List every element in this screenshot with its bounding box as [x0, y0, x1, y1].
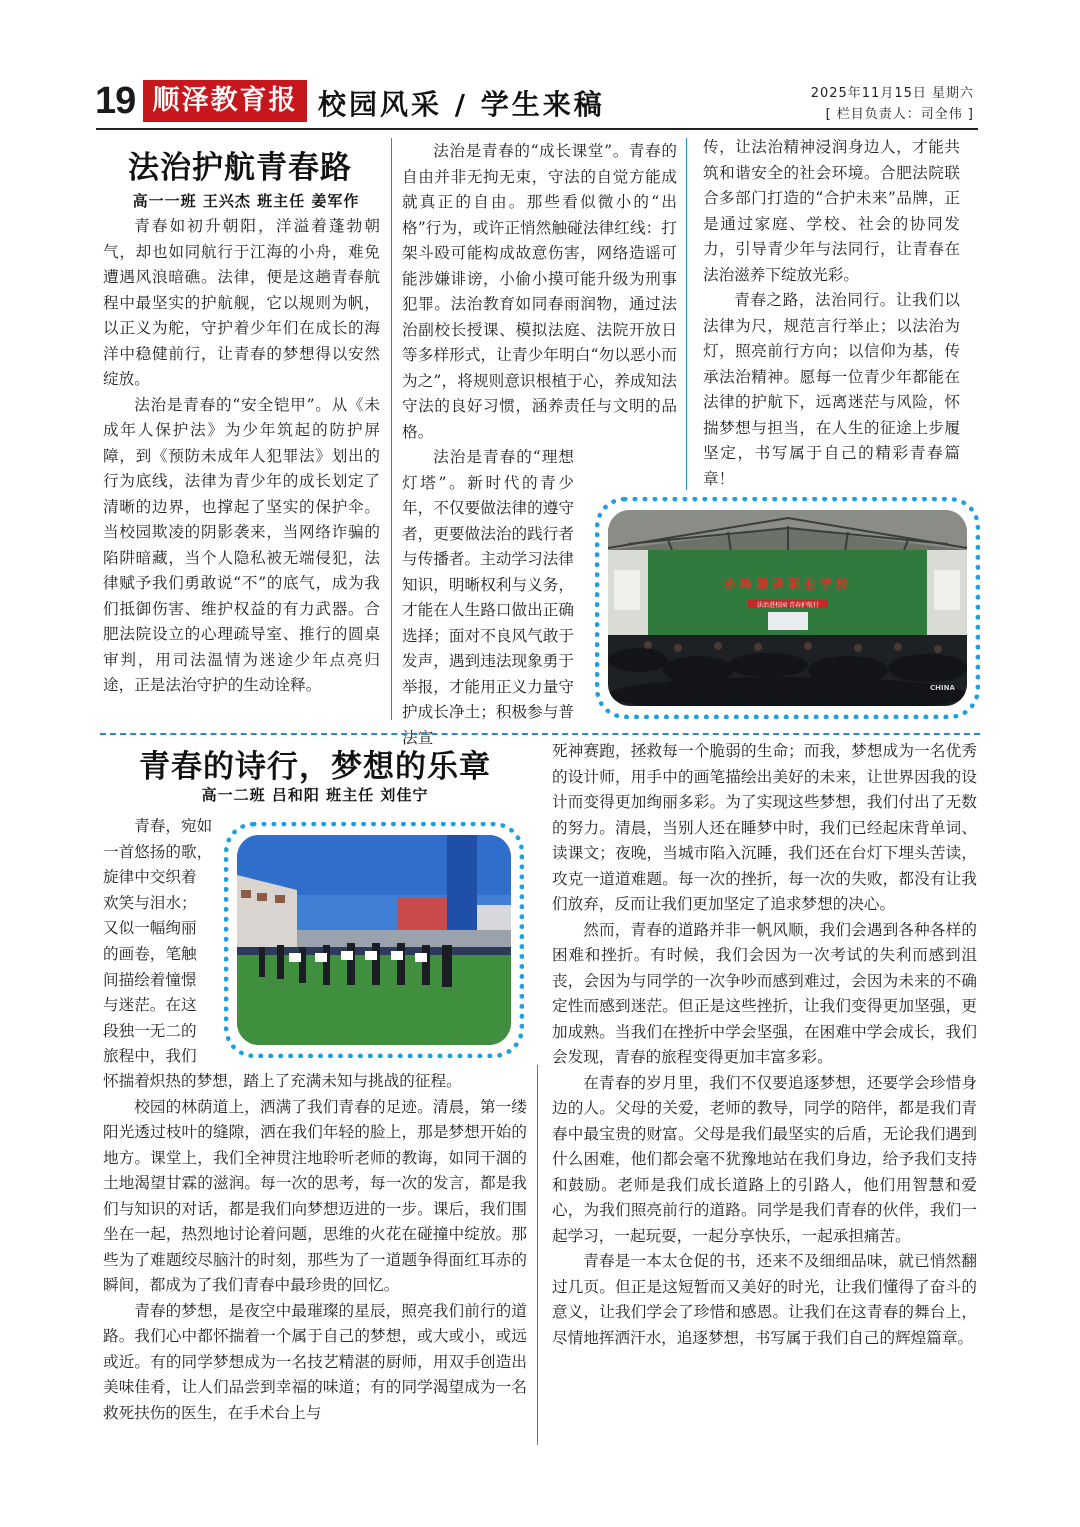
- paragraph: 法治是青春的“理想灯塔”。新时代的青少年，不仅要做法律的遵守者，更要做法治的践行者与传播者。主动学习法律知识，明晰权利与义务，才能在人生路口做出正确选择；面对不良风气敢于发声，遇到违法现象勇于举报，才能用正义力量守护成长净土；积极参与普法宣: [402, 448, 574, 747]
- text-line: 与迷茫。在这: [103, 996, 197, 1015]
- paragraph: 青春如初升朝阳，洋溢着蓬勃朝气，却也如同航行于江海的小舟，难免遭遇风浪暗礁。法律，便是这趟青春航程中最坚实的护航舰，它以规则为帆，以正义为舵，守护着少年们在成长的海洋中稳健前行，让青春的梦想得以安然绽放。: [103, 217, 380, 388]
- column-divider: [391, 138, 392, 720]
- text-line: 段独一无二的: [103, 1021, 197, 1040]
- auditorium-photo: [608, 510, 967, 706]
- article-separator: [100, 733, 980, 735]
- screen-banner-text: 法治进校园 青春护航行: [757, 602, 819, 609]
- ceremony-photo: [237, 835, 511, 1045]
- paragraph: 然而，青春的道路并非一帆风顺，我们会遇到各种各样的困难和挫折。有时候，我们会因为一次考试的失利而感到沮丧，会因为与同学的一次争吵而感到难过，会因为未来的不确定性而感到迷茫。但正是这些挫折，让我们变得更加坚强，更加成熟。当我们在挫折中学会坚强，在困难中学会成长，我们会发现，青春的旅程变得更加丰富多彩。: [552, 920, 977, 1066]
- ceremony-image: [237, 835, 511, 1045]
- text-line: 青春，宛如: [134, 817, 213, 835]
- paragraph: 青春是一本太仓促的书，还来不及细细品味，就已悄然翻过几页。但正是这短暂而又美好的时光，让我们懂得了奋斗的意义，让我们学会了珍惜和感恩。让我们在这青春的舞台上，尽情地挥洒汗水，追逐梦想，书写属于我们自己的辉煌篇章。: [552, 1252, 977, 1347]
- article1-column-1: [103, 214, 380, 699]
- jacket-text: CHINA: [930, 684, 955, 692]
- paragraph: 校园的林荫道上，洒满了我们青春的足迹。清晨，第一缕阳光透过枝叶的缝隙，洒在我们年轻的脸上，那是梦想开始的地方。课堂上，我们全神贯注地聆听老师的教诲，如同干涸的土地渴望甘霖的滋润。每一次的思考，每一次的发言，都是我们与知识的对话，都是我们向梦想迈进的一步。课后，我们围坐在一起，热烈地讨论着问题，思维的火花在碰撞中绽放。那些为了难题绞尽脑汁的时刻，那些为了一道题争得面红耳赤的瞬间，都成为了我们青春中最珍贵的回忆。: [103, 1097, 527, 1294]
- paragraph: 传，让法治精神浸润身边人，才能共筑和谐安全的社会环境。合肥法院联合多部门打造的“合护未来”品牌，正是通过家庭、学校、社会的协同发力，引导青少年与法同行，让青春在法治滋养下绽放光彩。: [703, 138, 960, 284]
- paragraph: 法治是青春的“成长课堂”。青春的自由并非无拘无束，守法的自觉方能成就真正的自由。那些看似微小的“出格”行为，或许正悄然触碰法律红线：打架斗殴可能构成故意伤害，网络造谣可能涉嫌诽谤，小偷小摸可能升级为刑事犯罪。法治教育如同春雨润物，通过法治副校长授课、模拟法庭、法院开放日等多样形式，让青少年明白“勿以恶小而为之”，将规则意识根植于心，养成知法守法的良好习惯，涵养责任与文明的品格。: [402, 142, 677, 441]
- paragraph: 青春的梦想，是夜空中最璀璨的星辰，照亮我们前行的道路。我们心中都怀揣着一个属于自己的梦想，或大或小，或远或近。有的同学梦想成为一名技艺精湛的厨师，用双手创造出美味佳肴，让人们品尝到幸福的味道；有的同学渴望成为一名救死扶伤的医生，在手术台上与: [103, 1301, 527, 1422]
- school-banner-text: 赤峰顺泽职业学校: [723, 577, 853, 591]
- article2-right-column: [552, 739, 977, 1351]
- column-divider: [537, 1065, 538, 1445]
- text-line: 旋律中交织着: [103, 868, 197, 887]
- article2-byline: 高一二班 吕和阳 班主任 刘佳宁: [201, 786, 429, 804]
- ceremony-photo-frame: [224, 822, 524, 1058]
- column-divider: [686, 138, 687, 490]
- article1-title: 法治护航青春路: [128, 150, 352, 186]
- paragraph: 怀揣着炽热的梦想，踏上了充满未知与挑战的征程。: [103, 1072, 462, 1090]
- text-line: 欢笑与泪水；: [103, 893, 197, 912]
- page-number: 19: [95, 80, 136, 122]
- text-line: 旅程中，我们: [103, 1047, 197, 1066]
- text-line: 又似一幅绚丽: [103, 919, 197, 938]
- paragraph: 法治是青春的“安全铠甲”。从《未成年人保护法》为少年筑起的防护屏障，到《预防未成年人犯罪法》划出的行为底线，法律为青少年的成长划定了清晰的边界，也撑起了坚实的保护伞。当校园欺凌的阴影袭来，当网络诈骗的陷阱暗藏，当个人隐私被无端侵犯，法律赋予我们勇敢说“不”的底气，成为我们抵御伤害、维护权益的有力武器。合肥法院设立的心理疏导室、推行的圆桌审判，用司法温情为迷途少年点亮归途，正是法治守护的生动诠释。: [103, 395, 380, 694]
- paragraph: 死神赛跑，拯救每一个脆弱的生命；而我，梦想成为一名优秀的设计师，用手中的画笔描绘出美好的未来，让世界因我的设计而变得更加绚丽多彩。为了实现这些梦想，我们付出了无数的努力。清晨，当别人还在睡梦中时，我们已经起床背单词、读课文；夜晚，当城市陷入沉睡，我们还在台灯下埋头苦读，攻克一道道难题。每一次的挫折，每一次的失败，都没有让我们放弃，反而让我们更加坚定了追求梦想的决心。: [552, 742, 977, 913]
- header-rule: [96, 128, 978, 130]
- text-line: 间描绘着憧憬: [103, 970, 197, 989]
- article2-title: 青春的诗行，梦想的乐章: [139, 749, 491, 785]
- paragraph: 青春之路，法治同行。让我们以法律为尺，规范言行举止；以法治为灯，照亮前行方向；以信仰为基，传承法治精神。愿每一位青少年都能在法律的护航下，远离迷茫与风险，怀揣梦想与担当，在人生的征途上步履坚定，书写属于自己的精彩青春篇章！: [703, 291, 960, 488]
- section-title: 校园风采 / 学生来稿: [318, 88, 605, 121]
- auditorium-photo-frame: [595, 497, 980, 719]
- article2-wrap-lines: [103, 814, 221, 1070]
- column-editor: [ 栏目负责人：司全伟 ]: [825, 107, 974, 122]
- paper-name-logo: 顺泽教育报: [143, 80, 307, 122]
- article2-left-column: [103, 1069, 527, 1426]
- text-line: 一首悠扬的歌，: [103, 842, 213, 861]
- article1-column-3: [703, 135, 960, 492]
- text-line: 的画卷，笔触: [103, 944, 197, 963]
- paragraph: 在青春的岁月里，我们不仅要追逐梦想，还要学会珍惜身边的人。父母的关爱，老师的教导，同学的陪伴，都是我们青春中最宝贵的财富。父母是我们最坚实的后盾，无论我们遇到什么困难，他们都会毫不犹豫地站在我们身边，给予我们支持和鼓励。老师是我们成长道路上的引路人，他们用智慧和爱心，为我们照亮前行的道路。同学是我们青春的伙伴，我们一起学习，一起玩耍，一起分享快乐，一起承担痛苦。: [552, 1073, 977, 1245]
- article1-byline: 高一一班 王兴杰 班主任 姜军作: [132, 192, 360, 210]
- auditorium-image: [608, 510, 967, 706]
- issue-date: 2025年11月15日 星期六: [810, 86, 974, 101]
